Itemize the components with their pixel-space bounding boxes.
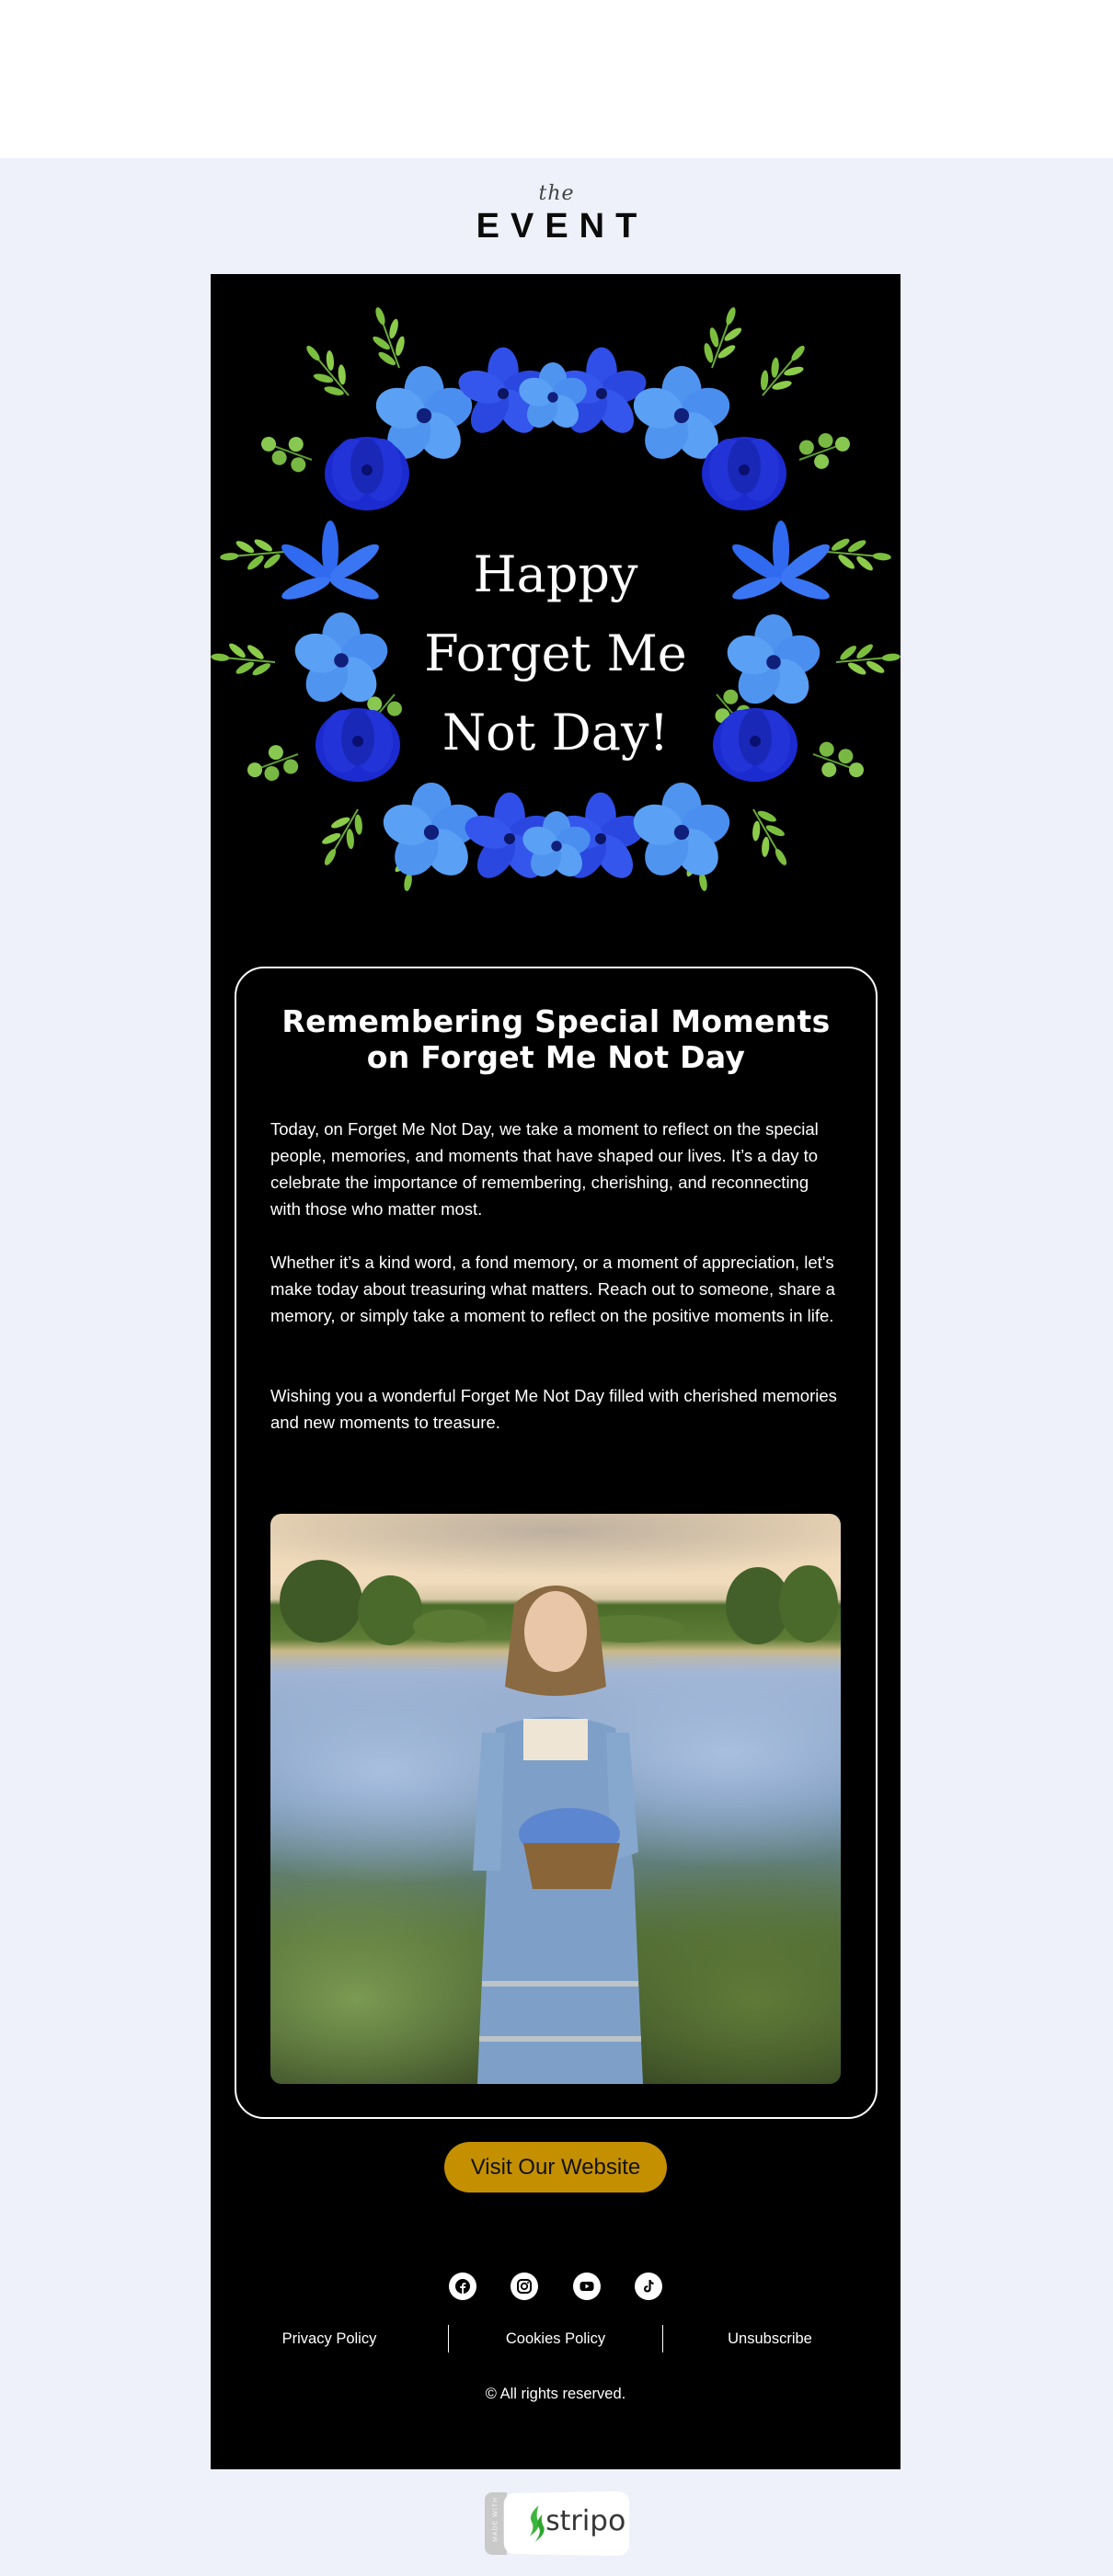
youtube-link[interactable] — [573, 2273, 601, 2300]
social-links — [211, 2273, 901, 2300]
hero-line-3: Not Day! — [442, 704, 670, 761]
instagram-link[interactable] — [511, 2273, 538, 2300]
hero-line-2: Forget Me — [424, 624, 687, 682]
unsubscribe-link[interactable]: Unsubscribe — [728, 2330, 812, 2347]
made-with-stripo-badge[interactable] — [485, 2492, 627, 2555]
logo-event: EVENT — [476, 207, 648, 246]
stripo-badge-body — [504, 2491, 629, 2557]
link-divider — [448, 2325, 449, 2353]
girl-in-flower-field-photo — [270, 1514, 841, 2084]
heading-line-2: on Forget Me Not Day — [366, 1039, 746, 1075]
link-divider — [662, 2325, 663, 2353]
facebook-link[interactable] — [449, 2273, 476, 2300]
heading-line-1: Remembering Special Moments — [281, 1003, 831, 1039]
made-with-label: MADE WITH — [492, 2496, 499, 2543]
tiktok-icon — [641, 2279, 656, 2294]
youtube-icon — [579, 2279, 594, 2294]
paragraph-3: Wishing you a wonderful Forget Me Not Day filled with cherished memories and new moments to treasure. — [270, 1386, 837, 1432]
visit-website-button[interactable]: Visit Our Website — [444, 2142, 667, 2192]
hero-line-1: Happy — [473, 545, 638, 603]
facebook-icon — [455, 2279, 470, 2294]
hero-title — [211, 535, 901, 773]
paragraph-1: Today, on Forget Me Not Day, we take a moment to reflect on the special people, memories, and moments that have shaped our lives. It’s a day to celebrate the importance of remembering, cherishing, and reconnecting with those who matter most. — [270, 1119, 819, 1219]
email-card — [211, 274, 901, 2469]
copyright-text: © All rights reserved. — [485, 2386, 626, 2402]
cookies-policy-link[interactable]: Cookies Policy — [505, 2330, 606, 2347]
message-box — [235, 967, 878, 2119]
girl-figure-icon — [459, 1567, 652, 2084]
hero-banner — [211, 276, 901, 920]
message-heading — [236, 1003, 876, 1075]
stripo-wordmark: stripo — [545, 2504, 626, 2538]
instagram-icon — [517, 2279, 532, 2294]
logo-the: the — [538, 182, 575, 205]
tiktok-link[interactable] — [635, 2273, 662, 2300]
privacy-policy-link[interactable]: Privacy Policy — [281, 2330, 377, 2347]
paragraph-2: Whether it’s a kind word, a fond memory, or a moment of appreciation, let's make today about treasuring what matters. Reach out to someone, share a memory, or simply take a moment to reflect on the positive moments in life. — [270, 1253, 835, 1325]
stripo-logo-icon — [526, 2505, 545, 2542]
top-blank-area — [0, 0, 1113, 158]
event-logo[interactable] — [0, 180, 1113, 245]
footer-links — [211, 2325, 901, 2353]
